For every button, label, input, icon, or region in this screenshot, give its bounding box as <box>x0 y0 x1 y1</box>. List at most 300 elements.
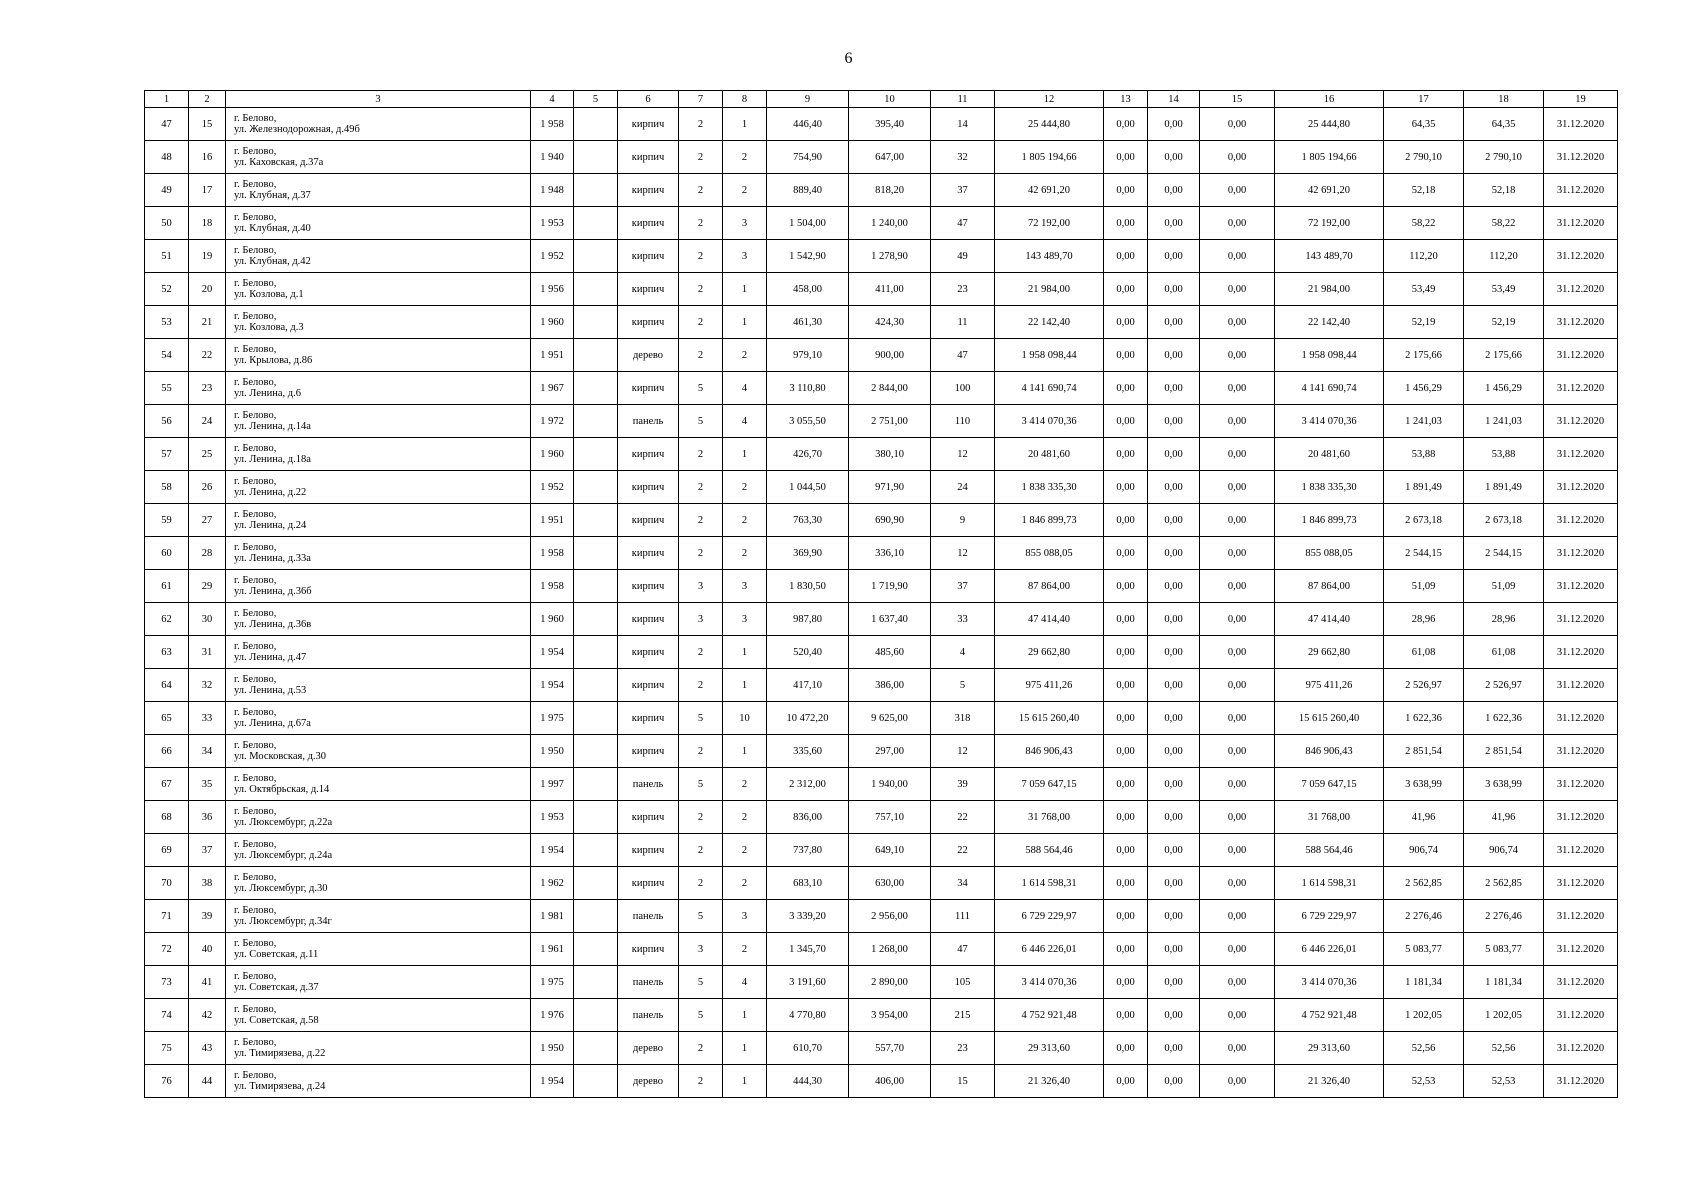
table-cell: 0,00 <box>1148 141 1200 174</box>
table-cell: 1 954 <box>531 834 574 867</box>
table-cell: 35 <box>189 768 226 801</box>
table-cell: 112,20 <box>1384 240 1464 273</box>
table-cell: 683,10 <box>767 867 849 900</box>
table-cell: 43 <box>189 1032 226 1065</box>
table-cell: 444,30 <box>767 1065 849 1098</box>
table-cell: 0,00 <box>1104 570 1148 603</box>
table-cell: 67 <box>145 768 189 801</box>
table-cell: 29 313,60 <box>1275 1032 1384 1065</box>
table-row <box>145 141 1618 174</box>
table-cell: 29 662,80 <box>1275 636 1384 669</box>
table-cell: 31.12.2020 <box>1544 108 1618 141</box>
table-cell: 3 <box>723 603 767 636</box>
table-cell: 4 <box>723 372 767 405</box>
address-cell <box>226 174 531 207</box>
table-cell: 1 637,40 <box>849 603 931 636</box>
table-cell: 1 240,00 <box>849 207 931 240</box>
table-cell: 33 <box>189 702 226 735</box>
table-cell: 1 268,00 <box>849 933 931 966</box>
address-city: г. Белово, <box>234 443 277 454</box>
table-cell: 21 984,00 <box>995 273 1104 306</box>
table-cell: 52,53 <box>1464 1065 1544 1098</box>
table-cell: 2 <box>679 834 723 867</box>
table-cell: 31.12.2020 <box>1544 702 1618 735</box>
table-cell: 63 <box>145 636 189 669</box>
table-cell: кирпич <box>618 933 679 966</box>
table-cell: 1 958 <box>531 570 574 603</box>
address-street: ул. Клубная, д.40 <box>234 223 311 234</box>
table-cell: 0,00 <box>1200 933 1275 966</box>
table-cell: 461,30 <box>767 306 849 339</box>
table-cell: 31.12.2020 <box>1544 768 1618 801</box>
table-cell: 31.12.2020 <box>1544 240 1618 273</box>
table-cell: 16 <box>189 141 226 174</box>
table-cell: 2 956,00 <box>849 900 931 933</box>
table-cell: 2 544,15 <box>1464 537 1544 570</box>
table-cell: 70 <box>145 867 189 900</box>
table-cell: дерево <box>618 339 679 372</box>
table-cell: 52,53 <box>1384 1065 1464 1098</box>
table-cell: 690,90 <box>849 504 931 537</box>
table-cell: 1 952 <box>531 471 574 504</box>
table-cell: 74 <box>145 999 189 1032</box>
table-cell: кирпич <box>618 735 679 768</box>
column-header: 17 <box>1384 91 1464 108</box>
table-cell: 3 <box>723 900 767 933</box>
table-cell: 29 662,80 <box>995 636 1104 669</box>
table-cell: 32 <box>189 669 226 702</box>
address-city: г. Белово, <box>234 707 277 718</box>
table-cell: кирпич <box>618 240 679 273</box>
address-cell <box>226 867 531 900</box>
table-cell: 21 326,40 <box>995 1065 1104 1098</box>
table-cell: 3 638,99 <box>1384 768 1464 801</box>
table-cell: 61 <box>145 570 189 603</box>
table-cell: 2 <box>723 141 767 174</box>
table-cell: 110 <box>931 405 995 438</box>
table-cell: 5 <box>679 372 723 405</box>
address-cell <box>226 966 531 999</box>
table-cell: 22 <box>931 834 995 867</box>
table-cell: 31.12.2020 <box>1544 999 1618 1032</box>
address-street: ул. Козлова, д.1 <box>234 289 304 300</box>
table-cell: 3 <box>723 207 767 240</box>
address-city: г. Белово, <box>234 113 277 124</box>
table-cell <box>574 702 618 735</box>
table-cell: 53,49 <box>1384 273 1464 306</box>
table-row <box>145 108 1618 141</box>
table-cell: 0,00 <box>1148 372 1200 405</box>
table-cell: 0,00 <box>1148 1032 1200 1065</box>
table-cell: 630,00 <box>849 867 931 900</box>
table-cell: 69 <box>145 834 189 867</box>
table-cell: 24 <box>189 405 226 438</box>
table-cell: 1 181,34 <box>1384 966 1464 999</box>
table-cell: 58,22 <box>1384 207 1464 240</box>
table-cell: 3 339,20 <box>767 900 849 933</box>
table-cell: 2 <box>723 504 767 537</box>
table-cell: 0,00 <box>1104 372 1148 405</box>
table-cell: 0,00 <box>1200 372 1275 405</box>
table-cell: 87 864,00 <box>995 570 1104 603</box>
table-row <box>145 306 1618 339</box>
table-cell: 406,00 <box>849 1065 931 1098</box>
address-cell <box>226 1032 531 1065</box>
table-cell: 47 414,40 <box>995 603 1104 636</box>
table-cell: 31.12.2020 <box>1544 900 1618 933</box>
table-cell: 47 <box>931 207 995 240</box>
table-cell: 15 <box>189 108 226 141</box>
table-cell: 39 <box>931 768 995 801</box>
table-cell: 0,00 <box>1104 174 1148 207</box>
table-cell: 1 958 <box>531 108 574 141</box>
address-cell <box>226 504 531 537</box>
table-cell: 2 526,97 <box>1384 669 1464 702</box>
table-cell: 1 838 335,30 <box>995 471 1104 504</box>
table-cell: 57 <box>145 438 189 471</box>
table-cell: 5 <box>679 900 723 933</box>
table-cell: 1 962 <box>531 867 574 900</box>
address-street: ул. Ленина, д.6 <box>234 388 301 399</box>
table-cell: 23 <box>931 273 995 306</box>
table-cell: 0,00 <box>1148 900 1200 933</box>
table-row <box>145 471 1618 504</box>
table-cell: 1 960 <box>531 438 574 471</box>
address-street: ул. Клубная, д.37 <box>234 190 311 201</box>
table-cell <box>574 834 618 867</box>
table-cell: 41,96 <box>1464 801 1544 834</box>
address-cell <box>226 900 531 933</box>
table-cell: 380,10 <box>849 438 931 471</box>
table-cell: 31.12.2020 <box>1544 867 1618 900</box>
table-cell: 1 975 <box>531 966 574 999</box>
table-cell: кирпич <box>618 108 679 141</box>
address-city: г. Белово, <box>234 146 277 157</box>
table-cell: 2 562,85 <box>1464 867 1544 900</box>
table-cell: 21 984,00 <box>1275 273 1384 306</box>
table-cell: 446,40 <box>767 108 849 141</box>
table-cell: 0,00 <box>1200 273 1275 306</box>
table-cell: 335,60 <box>767 735 849 768</box>
table-cell: 1 967 <box>531 372 574 405</box>
table-cell: 3 <box>679 570 723 603</box>
table-cell <box>574 537 618 570</box>
address-cell <box>226 405 531 438</box>
table-row <box>145 273 1618 306</box>
table-cell: 757,10 <box>849 801 931 834</box>
table-cell: 1 891,49 <box>1384 471 1464 504</box>
table-cell: 15 615 260,40 <box>995 702 1104 735</box>
table-row <box>145 966 1618 999</box>
table-row <box>145 636 1618 669</box>
table-cell <box>574 174 618 207</box>
table-row <box>145 438 1618 471</box>
table-row <box>145 801 1618 834</box>
table-row <box>145 933 1618 966</box>
column-header: 6 <box>618 91 679 108</box>
table-cell: 5 <box>679 999 723 1032</box>
address-cell <box>226 1065 531 1098</box>
table-row <box>145 570 1618 603</box>
table-cell: 4 770,80 <box>767 999 849 1032</box>
table-cell <box>574 504 618 537</box>
table-cell: 2 844,00 <box>849 372 931 405</box>
address-city: г. Белово, <box>234 674 277 685</box>
column-header: 7 <box>679 91 723 108</box>
table-cell: 18 <box>189 207 226 240</box>
table-cell: 7 059 647,15 <box>995 768 1104 801</box>
table-cell: 31.12.2020 <box>1544 372 1618 405</box>
table-cell: 4 <box>723 405 767 438</box>
column-header: 8 <box>723 91 767 108</box>
table-cell: 588 564,46 <box>995 834 1104 867</box>
table-cell: 754,90 <box>767 141 849 174</box>
table-cell: 0,00 <box>1148 867 1200 900</box>
table-cell: 0,00 <box>1104 405 1148 438</box>
table-cell: кирпич <box>618 273 679 306</box>
address-city: г. Белово, <box>234 1037 277 1048</box>
table-cell: 0,00 <box>1200 108 1275 141</box>
column-header: 19 <box>1544 91 1618 108</box>
table-cell: 32 <box>931 141 995 174</box>
table-cell: 0,00 <box>1104 537 1148 570</box>
table-cell: 1 954 <box>531 669 574 702</box>
table-cell: 2 <box>723 339 767 372</box>
table-cell: 44 <box>189 1065 226 1098</box>
table-cell: 2 <box>723 174 767 207</box>
table-cell: 0,00 <box>1104 306 1148 339</box>
table-cell: 25 444,80 <box>1275 108 1384 141</box>
table-cell: 22 142,40 <box>995 306 1104 339</box>
table-cell: 2 <box>679 306 723 339</box>
table-cell: 1 940,00 <box>849 768 931 801</box>
table-cell: панель <box>618 768 679 801</box>
table-cell: 19 <box>189 240 226 273</box>
address-city: г. Белово, <box>234 938 277 949</box>
address-city: г. Белово, <box>234 905 277 916</box>
table-cell: 1 202,05 <box>1384 999 1464 1032</box>
table-cell: 0,00 <box>1104 702 1148 735</box>
table-cell: 42 691,20 <box>1275 174 1384 207</box>
table-cell: 31.12.2020 <box>1544 471 1618 504</box>
table-cell <box>574 801 618 834</box>
table-cell: 1 805 194,66 <box>995 141 1104 174</box>
table-cell: 12 <box>931 735 995 768</box>
table-cell: 836,00 <box>767 801 849 834</box>
table-cell: 143 489,70 <box>1275 240 1384 273</box>
address-cell <box>226 141 531 174</box>
table-cell: 10 472,20 <box>767 702 849 735</box>
table-cell: 1 <box>723 999 767 1032</box>
table-cell: 1 954 <box>531 636 574 669</box>
address-cell <box>226 108 531 141</box>
column-header: 9 <box>767 91 849 108</box>
table-cell: 1 614 598,31 <box>1275 867 1384 900</box>
address-cell <box>226 306 531 339</box>
table-cell: 458,00 <box>767 273 849 306</box>
table-cell: 53,88 <box>1464 438 1544 471</box>
table-cell: 31.12.2020 <box>1544 504 1618 537</box>
table-cell: 0,00 <box>1200 834 1275 867</box>
table-cell: 1 <box>723 306 767 339</box>
table-cell: 12 <box>931 537 995 570</box>
table-cell: кирпич <box>618 141 679 174</box>
table-cell: 3 638,99 <box>1464 768 1544 801</box>
table-cell: 737,80 <box>767 834 849 867</box>
table-cell: 2 <box>723 933 767 966</box>
table-cell: 0,00 <box>1148 1065 1200 1098</box>
table-cell: 0,00 <box>1148 768 1200 801</box>
table-row <box>145 834 1618 867</box>
table-cell: 52,56 <box>1384 1032 1464 1065</box>
table-cell <box>574 207 618 240</box>
table-cell: 17 <box>189 174 226 207</box>
table-cell: 15 615 260,40 <box>1275 702 1384 735</box>
page-number: 6 <box>844 50 853 67</box>
table-cell: 4 752 921,48 <box>995 999 1104 1032</box>
table-cell: 0,00 <box>1148 603 1200 636</box>
table-cell: 557,70 <box>849 1032 931 1065</box>
table-cell: 2 <box>723 801 767 834</box>
address-city: г. Белово, <box>234 806 277 817</box>
table-cell: 1 <box>723 438 767 471</box>
table-cell: 28 <box>189 537 226 570</box>
table-cell: 2 <box>679 141 723 174</box>
table-cell: 0,00 <box>1200 867 1275 900</box>
address-street: ул. Железнодорожная, д.49б <box>234 124 360 135</box>
table-cell: 2 276,46 <box>1464 900 1544 933</box>
table-cell: 65 <box>145 702 189 735</box>
table-cell: 0,00 <box>1148 801 1200 834</box>
table-cell: 0,00 <box>1200 306 1275 339</box>
address-city: г. Белово, <box>234 509 277 520</box>
address-city: г. Белово, <box>234 575 277 586</box>
table-cell: 112,20 <box>1464 240 1544 273</box>
address-street: ул. Ленина, д.22 <box>234 487 307 498</box>
table-cell: 2 562,85 <box>1384 867 1464 900</box>
table-cell: 31.12.2020 <box>1544 537 1618 570</box>
table-cell: 33 <box>931 603 995 636</box>
table-cell: 31 <box>189 636 226 669</box>
table-cell: 15 <box>931 1065 995 1098</box>
table-cell: 41 <box>189 966 226 999</box>
address-street: ул. Крылова, д.86 <box>234 355 313 366</box>
address-street: ул. Клубная, д.42 <box>234 256 311 267</box>
address-city: г. Белово, <box>234 641 277 652</box>
table-cell: 52 <box>145 273 189 306</box>
table-cell: 72 192,00 <box>995 207 1104 240</box>
table-cell: кирпич <box>618 801 679 834</box>
table-cell: 14 <box>931 108 995 141</box>
table-cell: 2 <box>679 108 723 141</box>
table-cell: 0,00 <box>1200 438 1275 471</box>
table-cell: кирпич <box>618 669 679 702</box>
table-cell: 143 489,70 <box>995 240 1104 273</box>
table-cell: 47 <box>931 339 995 372</box>
table-cell: 31.12.2020 <box>1544 1065 1618 1098</box>
table-cell <box>574 867 618 900</box>
table-cell: 2 <box>723 768 767 801</box>
table-cell: 0,00 <box>1104 768 1148 801</box>
table-cell: 58,22 <box>1464 207 1544 240</box>
table-cell: 2 <box>723 471 767 504</box>
table-cell: 31.12.2020 <box>1544 405 1618 438</box>
table-cell: 889,40 <box>767 174 849 207</box>
table-cell: 49 <box>145 174 189 207</box>
table-cell <box>574 768 618 801</box>
table-cell: 1 954 <box>531 1065 574 1098</box>
table-cell: 1 504,00 <box>767 207 849 240</box>
table-cell: 28,96 <box>1384 603 1464 636</box>
table-cell: 55 <box>145 372 189 405</box>
table-cell: 2 <box>679 867 723 900</box>
table-cell: 2 <box>679 207 723 240</box>
table-cell: 9 625,00 <box>849 702 931 735</box>
address-street: ул. Люксембург, д.30 <box>234 883 328 894</box>
table-cell: 3 414 070,36 <box>1275 405 1384 438</box>
table-cell: 0,00 <box>1148 933 1200 966</box>
table-cell: 2 790,10 <box>1464 141 1544 174</box>
table-cell: 1 622,36 <box>1464 702 1544 735</box>
table-cell: 1 <box>723 1032 767 1065</box>
address-street: ул. Ленина, д.36б <box>234 586 312 597</box>
address-street: ул. Козлова, д.3 <box>234 322 304 333</box>
table-cell: 0,00 <box>1200 405 1275 438</box>
address-city: г. Белово, <box>234 608 277 619</box>
table-cell: 0,00 <box>1200 570 1275 603</box>
table-cell: 4 141 690,74 <box>1275 372 1384 405</box>
table-cell: 20 481,60 <box>1275 438 1384 471</box>
table-cell: 0,00 <box>1104 834 1148 867</box>
table-cell: 53,88 <box>1384 438 1464 471</box>
address-city: г. Белово, <box>234 410 277 421</box>
table-cell: 0,00 <box>1200 900 1275 933</box>
table-cell: 37 <box>931 570 995 603</box>
table-cell: 426,70 <box>767 438 849 471</box>
table-cell: 1 958 <box>531 537 574 570</box>
table-cell: 1 975 <box>531 702 574 735</box>
table-cell: 71 <box>145 900 189 933</box>
table-cell: 0,00 <box>1104 240 1148 273</box>
table-cell: 3 414 070,36 <box>995 405 1104 438</box>
table-cell: 0,00 <box>1104 603 1148 636</box>
address-street: ул. Люксембург, д.34г <box>234 916 332 927</box>
table-cell: 0,00 <box>1200 504 1275 537</box>
table-cell <box>574 273 618 306</box>
table-cell: 37 <box>189 834 226 867</box>
table-row <box>145 999 1618 1032</box>
table-cell: панель <box>618 900 679 933</box>
address-cell <box>226 768 531 801</box>
table-cell: 336,10 <box>849 537 931 570</box>
table-cell: 52,19 <box>1464 306 1544 339</box>
table-cell: 0,00 <box>1200 702 1275 735</box>
table-cell: 1 953 <box>531 207 574 240</box>
table-cell <box>574 603 618 636</box>
table-cell: 0,00 <box>1200 636 1275 669</box>
table-cell: 47 <box>145 108 189 141</box>
table-cell: 34 <box>189 735 226 768</box>
table-cell: 1 950 <box>531 735 574 768</box>
table-cell: 1 953 <box>531 801 574 834</box>
address-street: ул. Советская, д.58 <box>234 1015 319 1026</box>
table-cell: 1 <box>723 1065 767 1098</box>
address-street: ул. Тимирязева, д.22 <box>234 1048 326 1059</box>
address-cell <box>226 537 531 570</box>
table-cell: 4 <box>723 966 767 999</box>
table-cell: 3 414 070,36 <box>1275 966 1384 999</box>
table-cell: 3 110,80 <box>767 372 849 405</box>
